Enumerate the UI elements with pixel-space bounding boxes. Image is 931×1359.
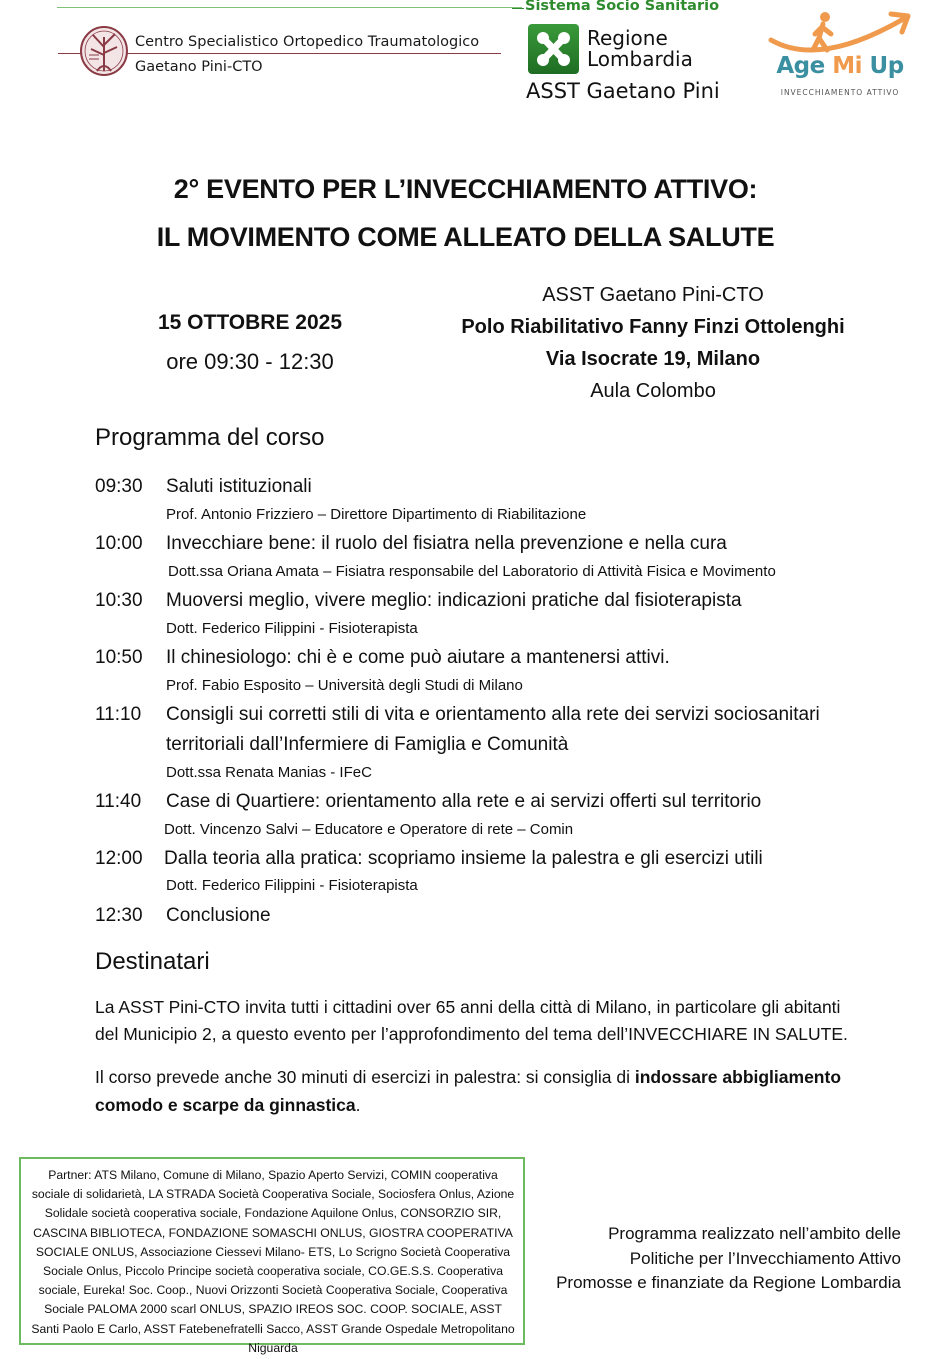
audience-note-end: . — [355, 1095, 361, 1115]
funding-note-line1: Programma realizzato nell’ambito delle — [608, 1224, 901, 1243]
programme-item-title-continued: territoriali dall’Infermiere di Famiglia e Comunità — [166, 734, 569, 755]
funding-note-line3: Promosse e finanziate da Regione Lombardia — [556, 1273, 901, 1292]
programme-item-speaker: Dott.ssa Renata Manias - IFeC — [166, 764, 372, 781]
agemiup-subtitle: INVECCHIAMENTO ATTIVO — [780, 88, 900, 97]
programme-item-title: Case di Quartiere: orientamento alla rete e ai servizi offerti sul territorio — [166, 791, 762, 812]
programme-item-time: 10:30 — [95, 590, 143, 611]
programme-item-title: Invecchiare bene: il ruolo del fisiatra nella prevenzione e nella cura — [166, 533, 727, 554]
event-title-line1: 2° EVENTO PER L’INVECCHIAMENTO ATTIVO: — [173, 174, 758, 204]
partners-text: Partner: ATS Milano, Comune di Milano, Spazio Aperto Servizi, COMIN cooperativa sociale di solidarietà, LA STRADA Società Cooperativa Sociale, Sociosfera Onlus, Azione Solidale società cooperativa sociale, Fondazione Aquilone Onlus, CONSORZIO SIR, CASCINA BIBLIOTECA, FONDAZIONE SOMASCHI ONLUS, GIOSTRA COOPERATIVA SOCIALE ONLUS, Associazione Ciessevi Milano- ETS, Lo Scrigno Società Cooperativa Sociale Onlus, Piccolo Principe società cooperativa sociale, CO.GE.S.S. Cooperativa sociale, Eureka! Soc. Coop., Nuovi Orizzonti Società Cooperativa Sociale, Cooperativa Sociale PALOMA 2000 scarl ONLUS, SPAZIO IREOS SOC. COOP. SOCIALE, ASST Santi Paolo E Carlo, ASST Fatebenefratelli Sacco, ASST Grande Ospedale Metropolitano Niguarda — [31, 1168, 515, 1355]
programme-item-speaker: Dott.ssa Oriana Amata – Fisiatra responsabile del Laboratorio di Attività Fisica e Movimento — [168, 563, 776, 580]
programme-item-time: 09:30 — [95, 476, 143, 497]
regione-name-line1: Regione — [587, 26, 668, 50]
programme-heading: Programma del corso — [95, 424, 325, 451]
venue-line1: ASST Gaetano Pini-CTO — [542, 284, 764, 306]
programme-item-title: Saluti istituzionali — [166, 476, 312, 497]
programme-item-time: 10:00 — [95, 533, 143, 554]
event-title-line2: IL MOVIMENTO COME ALLEATO DELLA SALUTE — [156, 222, 775, 252]
event-time: ore 09:30 - 12:30 — [166, 349, 334, 374]
audience-note-line1 — [95, 1067, 841, 1088]
agemiup-word-mi: Mi — [832, 53, 862, 79]
audience-note-bold: indossare abbigliamento — [634, 1067, 842, 1087]
venue-address: Via Isocrate 19, Milano — [545, 348, 761, 370]
programme-item-time: 11:10 — [95, 704, 142, 725]
programme-item-speaker: Prof. Antonio Frizziero – Direttore Dipartimento di Riabilitazione — [166, 506, 587, 523]
regione-tagline-rule — [512, 8, 524, 9]
programme-item-speaker: Dott. Federico Filippini - Fisioterapista — [166, 877, 418, 894]
programme-item-title: Consigli sui corretti stili di vita e orientamento alla rete dei servizi sociosanitari — [166, 704, 820, 725]
programme-item-time: 10:50 — [95, 647, 143, 668]
header-top-rule — [57, 7, 522, 8]
regione-tagline: Sistema Socio Sanitario — [525, 0, 720, 14]
cto-seal-logo-icon — [79, 25, 129, 77]
agemiup-wordmark — [765, 53, 915, 79]
regione-name-line2: Lombardia — [587, 47, 693, 71]
programme-item-time: 11:40 — [95, 791, 142, 812]
cto-logo-line2: Gaetano Pini-CTO — [135, 59, 263, 75]
agemiup-word-age: Age — [776, 53, 825, 79]
audience-paragraph-line1: La ASST Pini-CTO invita tutti i cittadini over 65 anni della città di Milano, in particolare gli abitanti — [95, 997, 841, 1017]
programme-item-time: 12:30 — [95, 905, 143, 926]
event-date: 15 OTTOBRE 2025 — [157, 311, 343, 334]
regione-asst-name: ASST Gaetano Pini — [526, 79, 720, 103]
audience-note-line2 — [95, 1095, 361, 1116]
programme-item-title: Dalla teoria alla pratica: scopriamo insieme la palestra e gli esercizi utili — [164, 848, 763, 869]
programme-item-time: 12:00 — [95, 848, 143, 869]
cto-logo-line1: Centro Specialistico Ortopedico Traumatologico — [135, 34, 480, 50]
venue-room: Aula Colombo — [590, 380, 716, 402]
agemiup-word-up: Up — [869, 53, 904, 79]
programme-item-speaker: Dott. Federico Filippini - Fisioterapista — [166, 620, 418, 637]
programme-item-title: Conclusione — [166, 905, 271, 926]
programme-item-title: Il chinesiologo: chi è e come può aiutare a mantenersi attivi. — [166, 647, 670, 668]
audience-paragraph-line2: del Municipio 2, a questo evento per l’approfondimento del tema dell’INVECCHIARE IN SALUTE. — [95, 1024, 848, 1044]
audience-note-bold: comodo e scarpe da ginnastica — [95, 1095, 356, 1115]
venue-line2: Polo Riabilitativo Fanny Finzi Ottolenghi — [461, 316, 845, 338]
regione-lombardia-rose-icon — [527, 23, 580, 75]
funding-note-line2: Politiche per l’Invecchiamento Attivo — [629, 1249, 901, 1268]
programme-item-speaker: Prof. Fabio Esposito – Università degli Studi di Milano — [166, 677, 523, 694]
programme-item-title: Muoversi meglio, vivere meglio: indicazioni pratiche dal fisioterapista — [166, 590, 742, 611]
audience-note-text: Il corso prevede anche 30 minuti di esercizi in palestra: si consiglia di — [95, 1067, 635, 1087]
audience-heading: Destinatari — [95, 948, 210, 975]
programme-item-speaker: Dott. Vincenzo Salvi – Educatore e Operatore di rete – Comin — [164, 821, 574, 838]
